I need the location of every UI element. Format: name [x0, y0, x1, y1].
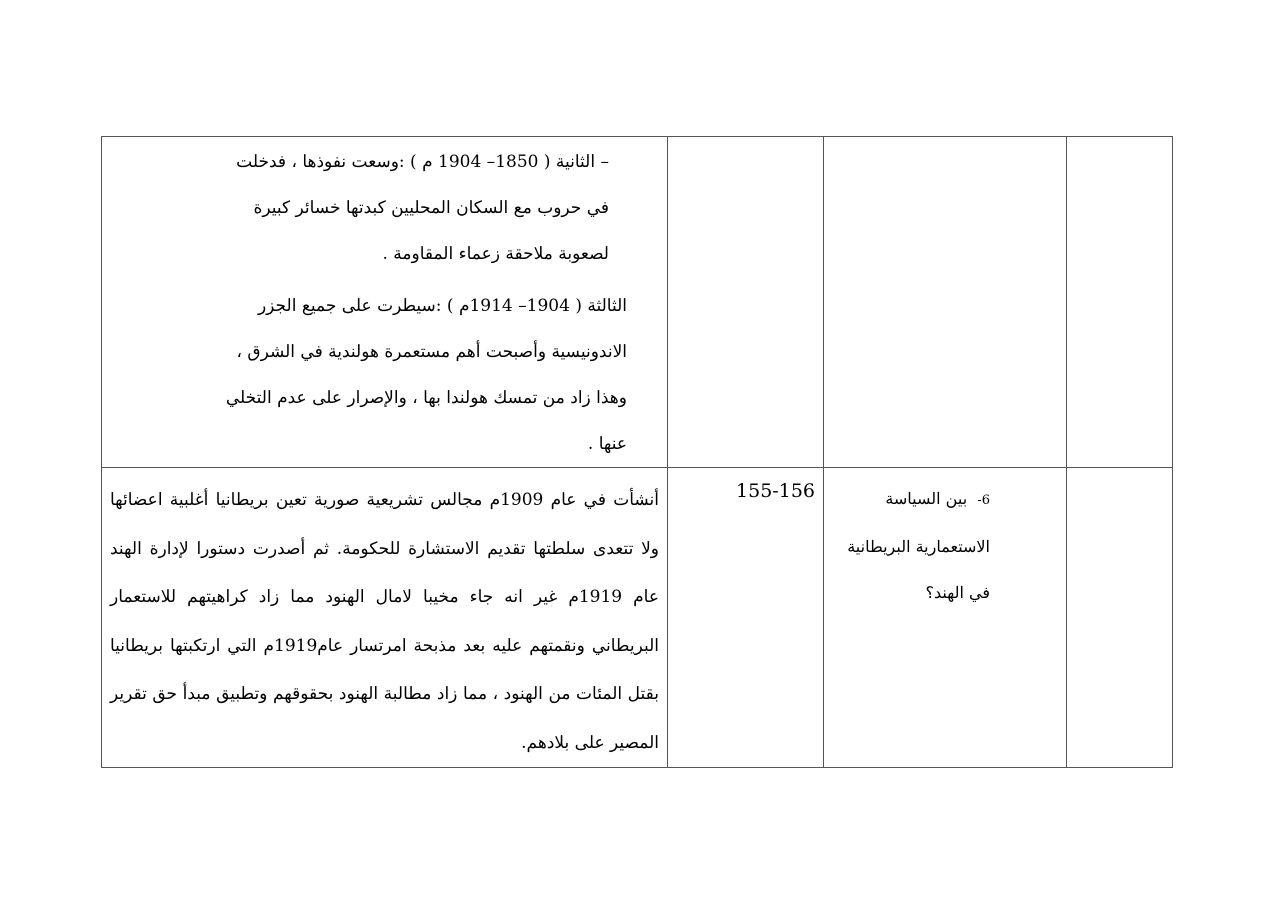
- pages-cell: [668, 468, 824, 768]
- question-cell: [824, 468, 1067, 768]
- answer-paragraph: الثالثة ( 1904– 1914م ) :سيطرت على جميع الجزر الاندونيسية وأصبحت أهم مستعمرة هولندية في الشرق ، وهذا زاد من تمسك هولندا بها ، والإصرار على عدم التخلي عنها .: [225, 296, 627, 454]
- number-cell: [1067, 468, 1173, 768]
- question-text: [824, 468, 1066, 616]
- document-table: [101, 136, 1173, 768]
- question-number: 6-: [977, 493, 990, 508]
- question-label: بين السياسة الاستعمارية البريطانية في الهند؟: [847, 489, 990, 602]
- page-range: 155-156: [736, 480, 815, 502]
- number-cell: [1067, 137, 1173, 468]
- answer-cell: [102, 468, 668, 768]
- pages-cell: [668, 137, 824, 468]
- question-cell: [824, 137, 1067, 468]
- answer-cell: [102, 137, 668, 468]
- table-row: [102, 137, 1173, 468]
- answer-paragraph: أنشأت في عام 1909م مجالس تشريعية صورية تعين بريطانيا أغلبية اعضائها ولا تتعدى سلطتها تقديم الاستشارة للحكومة. ثم أصدرت دستورا لإدارة الهند عام 1919م غير انه جاء مخيبا لامال الهنود مما زاد كراهيتهم للاستعمار البريطاني ونقمتهم عليه بعد مذبحة امرتسار عام1919م التي ارتكبتها بريطانيا بقتل المئات من الهنود ، مما زاد مطالبة الهنود بحقوقهم وتطبيق مبدأ حق تقرير المصير على بلادهم.: [110, 490, 659, 753]
- answer-paragraph: – الثانية ( 1850– 1904 م ) :وسعت نفوذها ، فدخلت في حروب مع السكان المحليين كبدتها خسائر كبيرة لصعوبة ملاحقة زعماء المقاومة .: [236, 152, 609, 264]
- table-row: [102, 468, 1173, 768]
- answer-text: [102, 137, 667, 467]
